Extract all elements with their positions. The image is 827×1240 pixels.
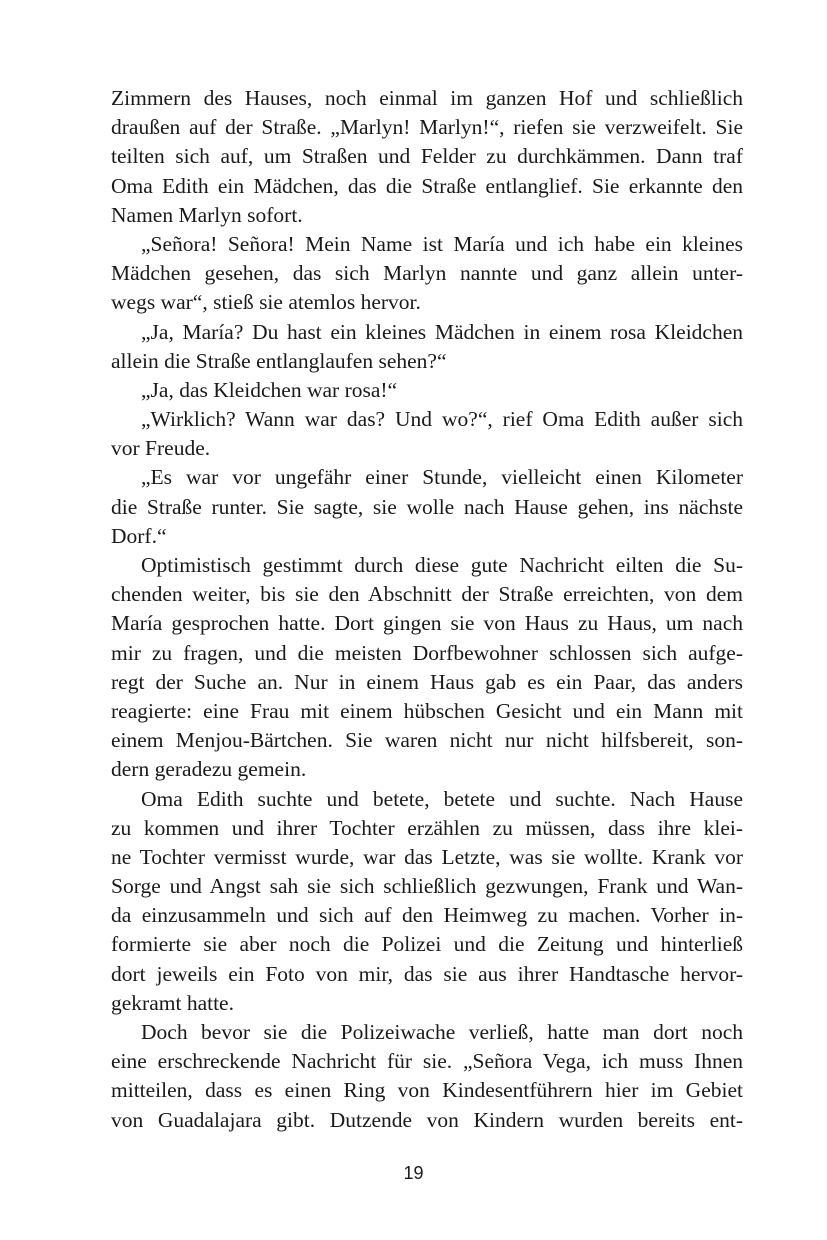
page-number: 19 — [403, 1163, 424, 1183]
text-line: einem Menjou-Bärtchen. Sie waren nicht nur nicht hilfsbereit, son- — [111, 728, 743, 753]
paragraph — [111, 463, 743, 551]
text-line: Optimistisch gestimmt durch diese gute Nachricht eilten die Su- — [141, 553, 743, 577]
text-line: wegs war“, stieß sie atemlos hervor. — [111, 290, 421, 315]
text-line: Dorf.“ — [111, 523, 167, 548]
text-line: Mädchen gesehen, das sich Marlyn nannte und ganz allein unter- — [111, 261, 743, 286]
text-line: Namen Marlyn sofort. — [111, 202, 303, 227]
paragraph — [111, 551, 743, 785]
text-line: „Señora! Señora! Mein Name ist María und ich habe ein kleines — [141, 231, 743, 256]
text-line: „Ja, das Kleidchen war rosa!“ — [141, 377, 398, 402]
text-line: dern geradezu gemein. — [111, 757, 307, 782]
text-line: Zimmern des Hauses, noch einmal im ganzen Hof und schließlich — [111, 86, 743, 110]
text-line: ne Tochter vermisst wurde, war das Letzte, was sie wollte. Krank vor — [111, 844, 743, 869]
text-line: von Guadalajara gibt. Dutzende von Kindern wurden bereits ent- — [111, 1107, 743, 1132]
text-line: Oma Edith ein Mädchen, das die Straße entlanglief. Sie erkannte den — [111, 173, 743, 198]
text-line: mitteilen, dass es einen Ring von Kindesentführern hier im Gebiet — [111, 1078, 743, 1103]
text-line: „Wirklich? Wann war das? Und wo?“, rief Oma Edith außer sich — [141, 407, 743, 432]
text-line: gekramt hatte. — [111, 990, 234, 1015]
text-line: zu kommen und ihrer Tochter erzählen zu müssen, dass ihre klei- — [111, 815, 743, 840]
paragraph — [111, 230, 743, 318]
text-line: chenden weiter, bis sie den Abschnitt der Straße erreichten, von dem — [111, 582, 743, 607]
text-line: mir zu fragen, und die meisten Dorfbewohner schlossen sich aufge- — [111, 640, 743, 665]
paragraph — [111, 1018, 743, 1135]
text-line: María gesprochen hatte. Dort gingen sie von Haus zu Haus, um nach — [111, 611, 743, 636]
page-body — [111, 84, 743, 1135]
text-line: „Ja, María? Du hast ein kleines Mädchen in einem rosa Kleidchen — [141, 319, 743, 344]
text-line: Sorge und Angst sah sie sich schließlich gezwungen, Frank und Wan- — [111, 874, 743, 899]
paragraph — [111, 376, 743, 405]
text-line: eine erschreckende Nachricht für sie. „Señora Vega, ich muss Ihnen — [111, 1049, 743, 1074]
text-line: die Straße runter. Sie sagte, sie wolle nach Hause gehen, ins nächste — [111, 494, 743, 519]
paragraph — [111, 405, 743, 463]
text-line: draußen auf der Straße. „Marlyn! Marlyn!“, riefen sie verzweifelt. Sie — [111, 115, 743, 140]
text-line: da einzusammeln und sich auf den Heimweg zu machen. Vorher in- — [111, 903, 743, 928]
text-line: Oma Edith suchte und betete, betete und suchte. Nach Hause — [141, 786, 743, 811]
text-line: allein die Straße entlanglaufen sehen?“ — [111, 348, 447, 373]
paragraph — [111, 84, 743, 230]
text-line: Doch bevor sie die Polizeiwache verließ, hatte man dort noch — [141, 1020, 743, 1044]
text-line: reagierte: eine Frau mit einem hübschen Gesicht und ein Mann mit — [111, 698, 743, 723]
text-line: regt der Suche an. Nur in einem Haus gab es ein Paar, das anders — [111, 669, 743, 694]
text-line: „Es war vor ungefähr einer Stunde, vielleicht einen Kilometer — [141, 465, 743, 490]
text-line: dort jeweils ein Foto von mir, das sie aus ihrer Handtasche hervor- — [111, 961, 743, 986]
text-line: vor Freude. — [111, 436, 211, 461]
text-line: formierte sie aber noch die Polizei und die Zeitung und hinterließ — [111, 932, 743, 957]
text-line: teilten sich auf, um Straßen und Felder zu durchkämmen. Dann traf — [111, 144, 743, 169]
paragraph — [111, 785, 743, 1019]
paragraph — [111, 318, 743, 376]
